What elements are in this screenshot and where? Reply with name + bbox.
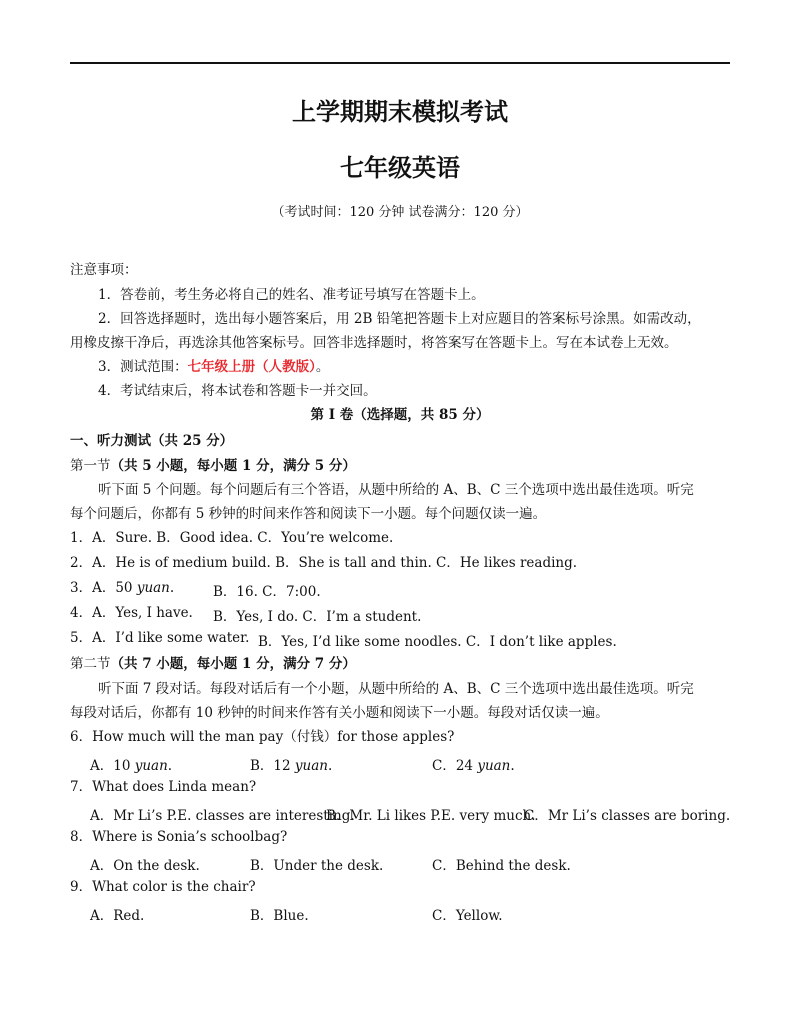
q7-option-a: A．Mr Li’s P.E. classes are interesting. xyxy=(90,808,355,824)
note-1: 1．答卷前，考生务必将自己的姓名、准考证号填写在答题卡上。 xyxy=(98,287,485,303)
q9-option-c: C．Yellow. xyxy=(432,908,503,924)
question-6: 6．How much will the man pay（付钱）for those apples? xyxy=(70,729,455,745)
sub2-heading xyxy=(70,656,356,672)
exam-title: 上学期期末模拟考试 xyxy=(292,98,508,126)
section1-heading: 一、听力测试（共 25 分） xyxy=(70,433,234,449)
question-7: 7．What does Linda mean? xyxy=(70,779,257,795)
q6-a-dot: . xyxy=(167,758,173,774)
question-3-rest: B．16. C．7:00. xyxy=(213,584,321,600)
q6-a-yuan: yuan xyxy=(134,758,168,774)
q6-option-c xyxy=(432,754,515,774)
q6-b-dot: . xyxy=(327,758,333,774)
q9-option-b: B．Blue. xyxy=(250,908,309,924)
question-5-rest: B．Yes, I’d like some noodles. C．I don’t like apples. xyxy=(258,634,617,650)
sub2-prefix: 第二节 xyxy=(70,656,111,672)
note-4: 4．考试结束后，将本试卷和答题卡一并交回。 xyxy=(98,383,377,399)
sub2-bold: （共 7 小题，每小题 1 分，满分 7 分） xyxy=(110,656,356,672)
sub1-instr-a: 听下面 5 个问题。每个问题后有三个答语，从题中所给的 A、B、C 三个选项中选出最佳选项。听完 xyxy=(98,482,694,498)
q8-option-b: B．Under the desk. xyxy=(250,858,384,874)
question-3 xyxy=(70,580,174,596)
q3-yuan: yuan xyxy=(136,580,170,596)
note-2a: 2．回答选择题时，选出每小题答案后，用 2B 铅笔把答题卡上对应题目的答案标号涂黑。如需改动， xyxy=(98,311,701,327)
part1-heading: 第 I 卷（选择题，共 85 分） xyxy=(310,407,490,423)
sub1-bold: （共 5 小题，每小题 1 分，满分 5 分） xyxy=(110,458,356,474)
note-3-range: 七年级上册（人教版） xyxy=(187,359,316,375)
note-3-prefix: 3．测试范围： xyxy=(98,359,188,375)
q8-option-c: C．Behind the desk. xyxy=(432,858,571,874)
q6-option-b xyxy=(250,754,332,774)
q6-c-label: C．24 xyxy=(432,758,478,774)
question-5-a: 5．A．I’d like some water. xyxy=(70,630,250,646)
sub2-instr-b: 每段对话后，你都有 10 秒钟的时间来作答有关小题和阅读下一小题。每段对话仅读一遍。 xyxy=(70,705,609,721)
note-3-suffix: 。 xyxy=(315,359,330,375)
q6-c-dot: . xyxy=(510,758,515,774)
sub1-instr-b: 每个问题后，你都有 5 秒钟的时间来作答和阅读下一小题。每个问题仅读一遍。 xyxy=(70,506,547,522)
header-rule xyxy=(70,62,730,64)
question-9: 9．What color is the chair? xyxy=(70,879,256,895)
q3-a: 3．A．50 xyxy=(70,580,137,596)
sub1-prefix: 第一节 xyxy=(70,458,111,474)
q6-c-yuan: yuan xyxy=(477,758,511,774)
q3-dot: . xyxy=(169,580,175,596)
exam-subtitle: 七年级英语 xyxy=(340,154,460,182)
sub1-heading xyxy=(70,458,356,474)
q9-option-a: A．Red. xyxy=(90,908,145,924)
note-2b: 用橡皮擦干净后，再选涂其他答案标号。回答非选择题时，将答案写在答题卡上。写在本试卷上无效。 xyxy=(70,335,678,351)
notes-heading: 注意事项： xyxy=(70,262,138,278)
q6-b-label: B．12 xyxy=(250,758,295,774)
question-4-rest: B．Yes, I do. C．I’m a student. xyxy=(213,609,422,625)
q6-b-yuan: yuan xyxy=(294,758,328,774)
q6-a-label: A．10 xyxy=(90,758,135,774)
exam-meta: （考试时间：120 分钟 试卷满分：120 分） xyxy=(271,205,529,220)
q7-option-b: B．Mr. Li likes P.E. very much. xyxy=(326,808,536,824)
sub2-instr-a: 听下面 7 段对话。每段对话后有一个小题，从题中所给的 A、B、C 三个选项中选出最佳选项。听完 xyxy=(98,681,694,697)
note-3 xyxy=(98,359,329,375)
question-2: 2．A．He is of medium build. B．She is tall and thin. C．He likes reading. xyxy=(70,555,578,571)
q7-option-c: C．Mr Li’s classes are boring. xyxy=(524,808,731,824)
q6-option-a xyxy=(90,754,172,774)
question-1: 1．A．Sure. B．Good idea. C．You’re welcome. xyxy=(70,530,394,546)
question-8: 8．Where is Sonia’s schoolbag? xyxy=(70,829,288,845)
question-4-a: 4．A．Yes, I have. xyxy=(70,605,193,621)
q8-option-a: A．On the desk. xyxy=(90,858,200,874)
